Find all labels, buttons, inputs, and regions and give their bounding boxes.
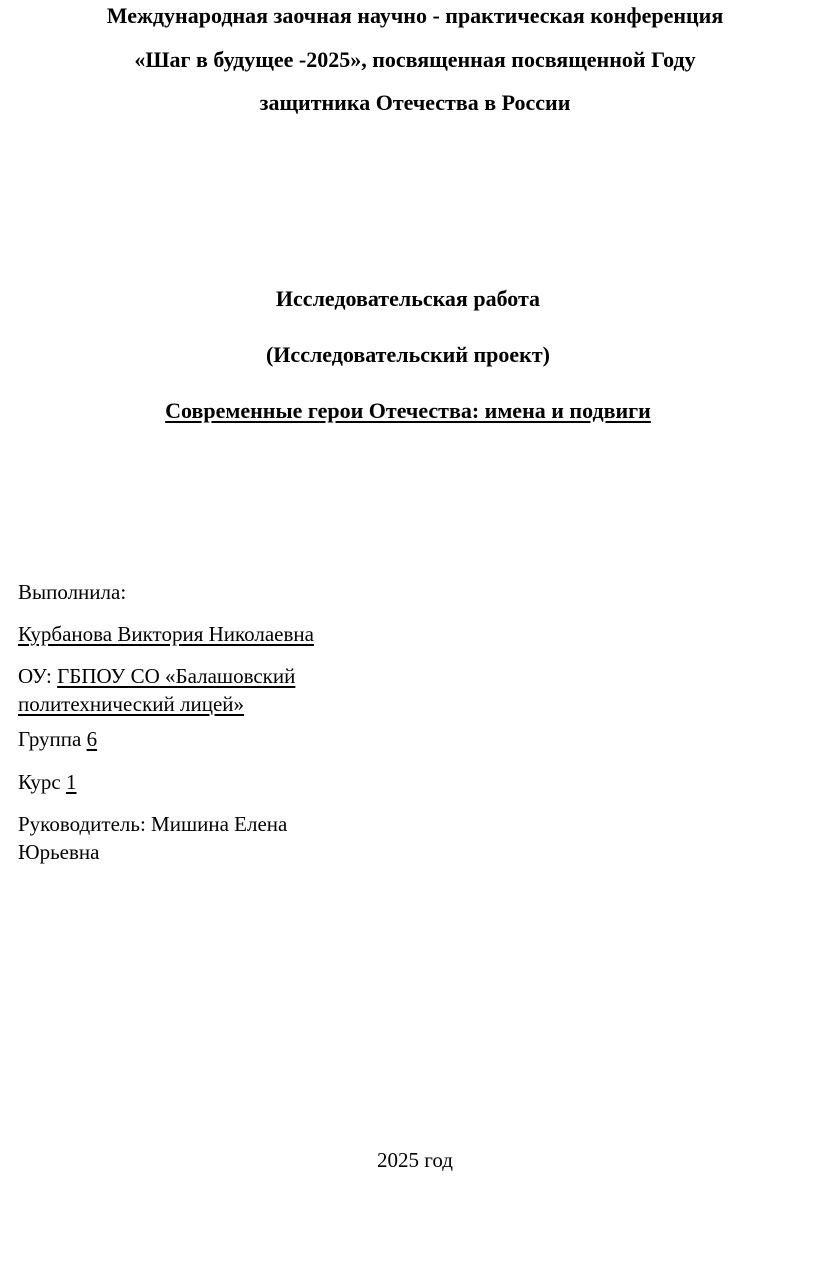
- author-name: Курбанова Виктория Николаевна: [18, 622, 314, 646]
- group-label: Группа: [18, 727, 87, 751]
- work-topic-text: Современные герои Отечества: имена и подвиги: [165, 398, 651, 423]
- supervisor-line-1: Руководитель: Мишина Елена: [18, 812, 288, 836]
- organization-name-part-2: политехнический лицей»: [18, 692, 245, 716]
- conference-title-line-3: защитника Отечества в России: [259, 90, 571, 115]
- group-value: 6: [86, 727, 98, 751]
- organization-line-1: [18, 664, 295, 688]
- author-name-line: [18, 622, 314, 646]
- organization-line-2: [18, 692, 244, 716]
- organization-name-part-1: ГБПОУ СО «Балашовский: [57, 664, 296, 688]
- performed-label: Выполнила:: [18, 580, 127, 604]
- supervisor-line-2: Юрьевна: [18, 840, 100, 864]
- course-line: [18, 770, 77, 794]
- group-line: [18, 727, 97, 751]
- year: 2025 год: [377, 1148, 453, 1172]
- work-subtype: (Исследовательский проект): [265, 342, 550, 367]
- work-topic: [0, 397, 816, 425]
- conference-title-line-1: Международная заочная научно - практическая конференция: [106, 3, 724, 28]
- course-label: Курс: [18, 770, 66, 794]
- conference-title-line-2: «Шаг в будущее -2025», посвященная посвященной Году: [134, 47, 696, 72]
- work-type: Исследовательская работа: [275, 286, 541, 311]
- course-value: 1: [66, 770, 77, 794]
- organization-label: ОУ:: [18, 664, 58, 688]
